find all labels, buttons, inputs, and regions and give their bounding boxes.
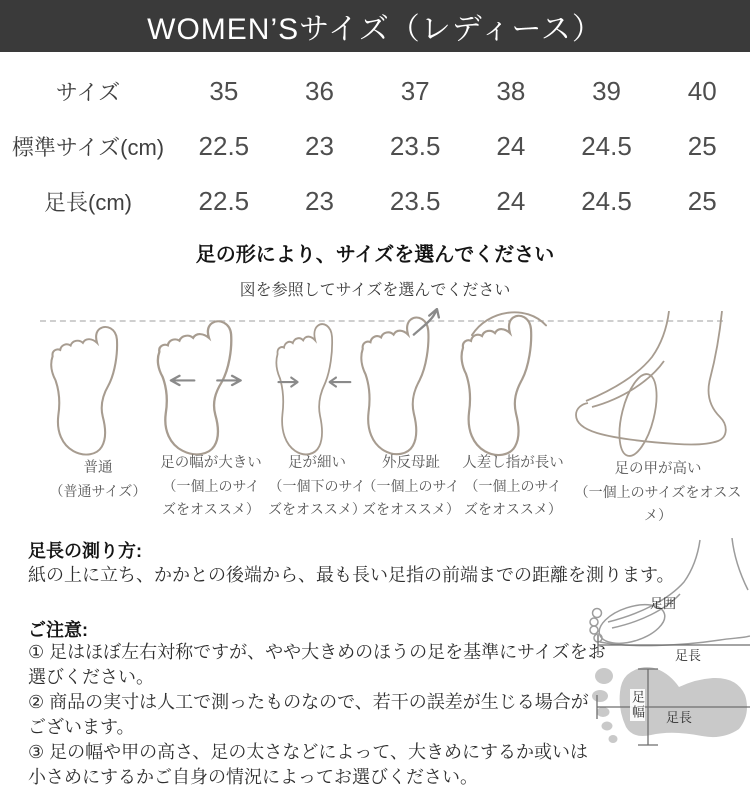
size-cell: 25 xyxy=(687,131,717,161)
notice-item: ① 足はほぼ左右対称ですが、やや大きめのほうの足を基準にサイズをお選びください。 xyxy=(28,642,606,687)
foot-caption xyxy=(566,458,750,527)
foot-type-note: （一個下のサイズをオススメ） xyxy=(268,478,366,517)
size-cell: 25 xyxy=(687,186,717,216)
foot-type-name: 普通 xyxy=(83,460,113,476)
size-cell: 35 xyxy=(209,76,239,106)
size-cell: 23.5 xyxy=(389,186,441,216)
notice-item: ② 商品の実寸は人工で測ったものなので、若干の誤差が生じる場合がございます。 xyxy=(28,692,589,737)
size-cell: 38 xyxy=(496,76,526,106)
size-table-row xyxy=(0,174,750,229)
foot-type-note: （普通サイズ） xyxy=(49,483,147,499)
foot-type-note: （一個上のサイズをオススメ） xyxy=(464,478,562,517)
foot-wide-illustration xyxy=(152,312,268,460)
foot-type-note: （一個上のサイズをオススメ） xyxy=(162,478,260,517)
size-cell: 39 xyxy=(592,76,621,106)
measuring-description: 紙の上に立ち、かかとの後端から、最も長い足指の前端までの距離を測ります。 xyxy=(28,565,675,585)
foot-type-name: 足の甲が高い xyxy=(614,461,702,477)
foot-width-label: 足幅 xyxy=(630,690,645,720)
size-table-row xyxy=(0,119,750,174)
measuring-title: 足長の測り方: xyxy=(28,541,142,561)
foot-length-sole-label: 足長 xyxy=(666,710,693,725)
foot-high-instep-illustration xyxy=(572,311,744,463)
notice-title: ご注意: xyxy=(28,620,88,640)
foot-type-name: 足が細い xyxy=(288,455,346,471)
notice-item: ③ 足の幅や甲の高さ、足の太さなどによって、大きめにするか或いは小さめにするかご自身の情況によってお選びください。 xyxy=(28,742,589,787)
foot-type-name: 足の幅が大きい xyxy=(160,455,262,471)
foot-length-side-label: 足長 xyxy=(675,648,702,663)
notice-list xyxy=(28,640,606,790)
measurement-diagram xyxy=(560,538,750,796)
size-cell: 22.5 xyxy=(198,131,250,161)
size-cell: 37 xyxy=(400,76,430,106)
size-table-row xyxy=(0,64,750,119)
size-cell: 22.5 xyxy=(198,186,250,216)
foot-normal-illustration xyxy=(46,318,150,460)
girth-label: 足囲 xyxy=(650,596,677,611)
size-cell: 40 xyxy=(687,76,717,106)
size-row-label: 標準サイズ(cm) xyxy=(11,135,165,160)
fit-guide-title: 足の形により、サイズを選んでください xyxy=(195,244,555,266)
foot-bunion-illustration xyxy=(356,308,462,460)
foot-caption xyxy=(152,452,270,521)
page-title: WOMEN’Sサイズ（レディース） xyxy=(147,13,603,46)
foot-type-note: （一個上のサイズをオススメ） xyxy=(362,478,460,517)
size-row-label: サイズ xyxy=(55,80,121,105)
foot-type-name: 人差し指が長い xyxy=(462,455,564,471)
size-row-label: 足長(cm) xyxy=(44,190,132,215)
feet-guide xyxy=(0,305,750,540)
foot-narrow-illustration xyxy=(272,315,360,460)
size-cell: 24.5 xyxy=(581,131,632,161)
foot-caption xyxy=(28,457,168,503)
foot-caption xyxy=(452,452,574,521)
size-cell: 23.5 xyxy=(389,131,441,161)
foot-type-name: 外反母趾 xyxy=(382,455,440,471)
size-cell: 24 xyxy=(496,186,526,216)
size-table xyxy=(0,64,750,229)
foot-type-note: （一個上のサイズをオススメ） xyxy=(574,484,742,523)
measurement-diagram-drawing xyxy=(560,538,750,796)
size-cell: 36 xyxy=(305,76,334,106)
header-bar xyxy=(0,0,750,52)
fit-guide-subtitle: 図を参照してサイズを選んでください xyxy=(239,282,511,299)
size-cell: 24.5 xyxy=(581,186,632,216)
size-cell: 24 xyxy=(496,131,526,161)
size-cell: 23 xyxy=(305,186,334,216)
foot-long-toe-illustration xyxy=(456,306,566,461)
size-cell: 23 xyxy=(305,131,334,161)
